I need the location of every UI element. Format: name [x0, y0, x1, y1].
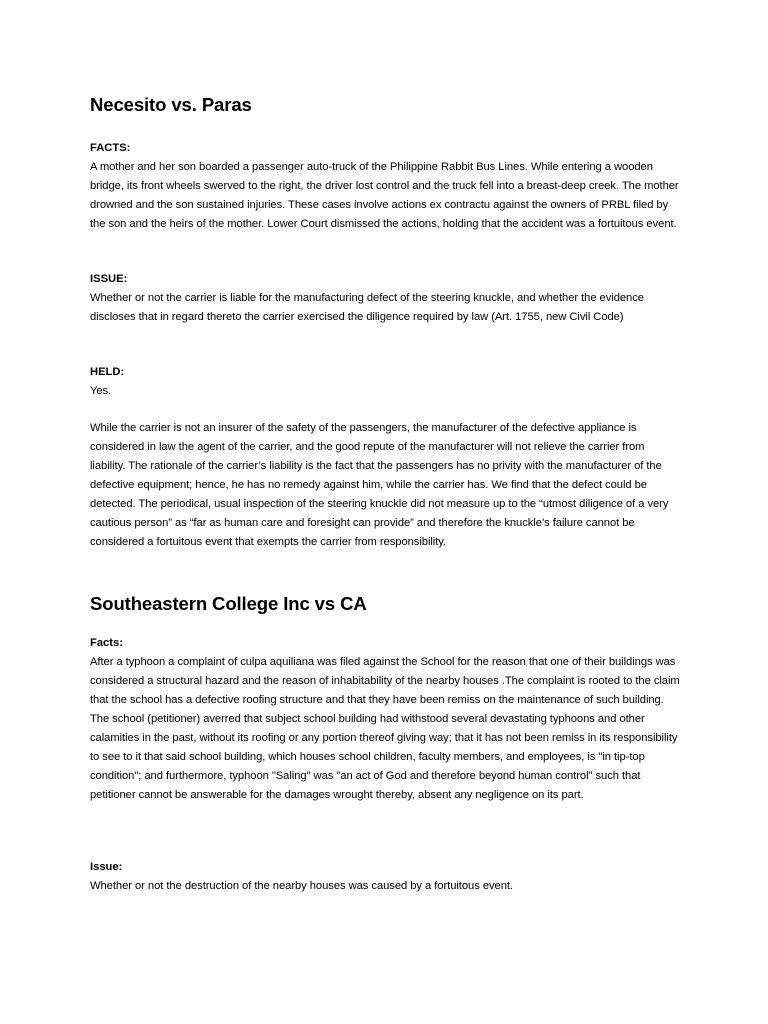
case1-held-section — [90, 363, 682, 401]
case1-issue-section — [90, 270, 682, 327]
case-title-southeastern: Southeastern College Inc vs CA — [90, 593, 367, 614]
facts-paragraph: A mother and her son boarded a passenger auto-truck of the Philippine Rabbit Bus Lines. While entering a wooden bridge, its front wheels swerved to the right, the driver lost control and the truck fell into a breast-deep creek. The mother drowned and the son sustained injuries. These cases involve actions ex contractu against the owners of PRBL filed by the son and the heirs of the mother. Lower Court dismissed the actions, holding that the accident was a fortuitous event. — [90, 161, 679, 230]
case1-facts-section — [90, 139, 682, 234]
facts-label: FACTS: — [90, 142, 131, 154]
issue-paragraph: Whether or not the carrier is liable for the manufacturing defect of the steering knuckle, and whether the evidence discloses that in regard thereto the carrier exercised the diligence required by law (Art. 1755, new Civil Code) — [90, 292, 644, 323]
case2-facts-section — [90, 634, 682, 805]
held-answer: Yes. — [90, 385, 112, 397]
facts-paragraph: After a typhoon a complaint of culpa aquiliana was filed against the School for the reason that one of their buildings was considered a structural hazard and the reason of inhabitability of the nearby houses .The complaint is rooted to the claim that the school has a defective roofing structure and that they have been remiss on the maintenance of such building. The school (petitioner) averred that subject school building had withstood several devastating typhoons and other calamities in the past, without its roofing or any portion thereof giving way; that it has not been remiss in its responsibility to see to it that said school building, which houses school children, faculty members, and employees, is "in tip-top condition"; and furthermore, typhoon "Saling" was "an act of God and therefore beyond human control" such that petitioner cannot be answerable for the damages wrought thereby, absent any negligence on its part. — [90, 656, 680, 801]
ruling-paragraph: While the carrier is not an insurer of the safety of the passengers, the manufacturer of the defective appliance is considered in law the agent of the carrier, and the good repute of the manufacturer will not relieve the carrier from liability. The rationale of the carrier’s liability is the fact that the passengers has no privity with the manufacturer of the defective equipment; hence, he has no remedy against him, while the carrier has. We find that the defect could be detected. The periodical, usual inspection of the steering knuckle did not measure up to the “utmost diligence of a very cautious person” as “far as human care and foresight can provide” and therefore the knuckle’s failure cannot be considered a fortuitous event that exempts the carrier from responsibility. — [90, 422, 669, 548]
facts-label: Facts: — [90, 637, 123, 649]
case2-issue-section — [90, 858, 682, 896]
issue-label: ISSUE: — [90, 273, 128, 285]
case-title-necesito: Necesito vs. Paras — [90, 94, 252, 115]
held-label: HELD: — [90, 366, 125, 378]
issue-paragraph: Whether or not the destruction of the nearby houses was caused by a fortuitous event. — [90, 880, 513, 892]
issue-label: Issue: — [90, 861, 123, 873]
case1-ruling-section — [90, 419, 682, 552]
